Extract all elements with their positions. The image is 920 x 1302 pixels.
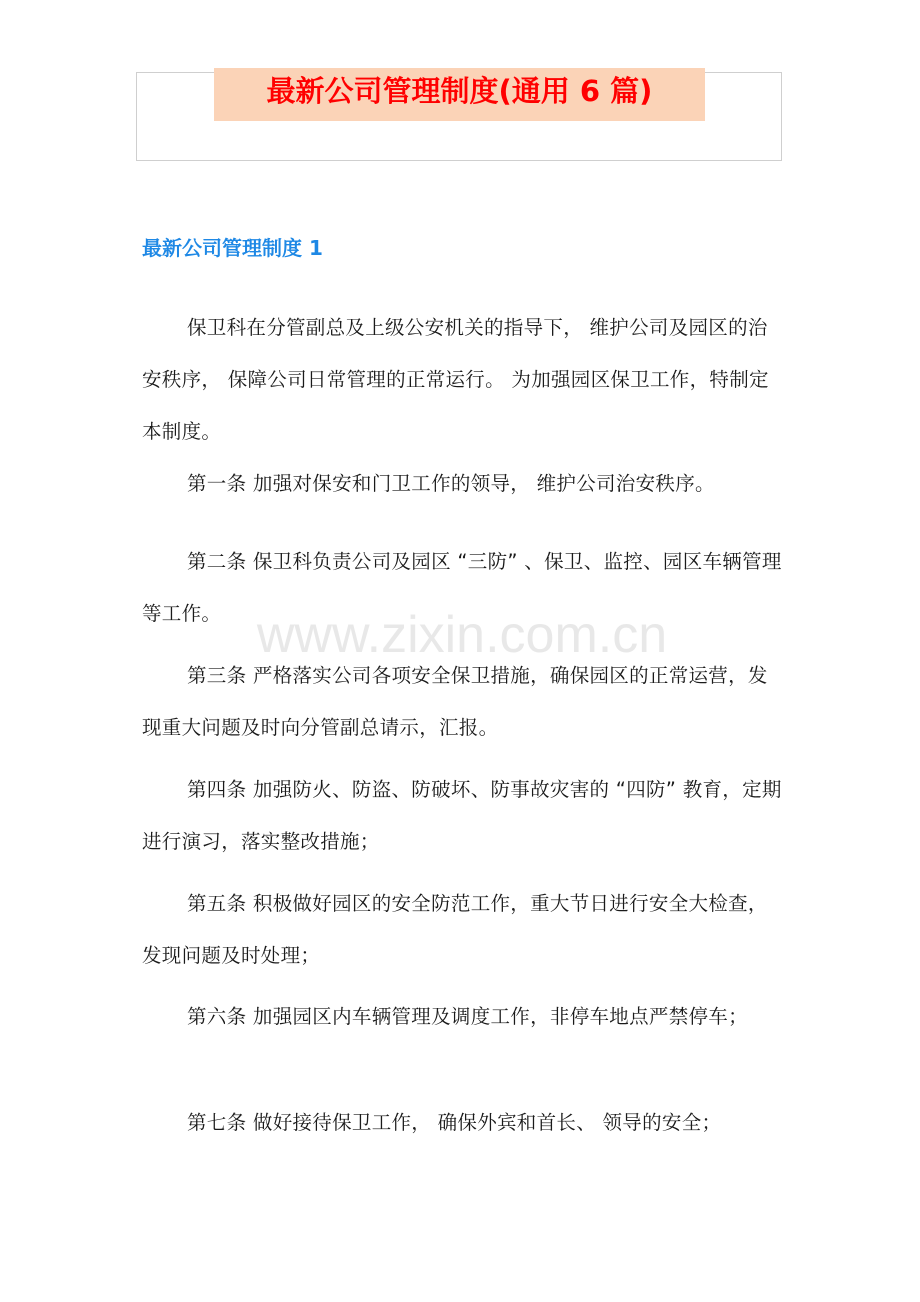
section-heading: 最新公司管理制度 1: [142, 236, 323, 260]
article-3: 第三条 严格落实公司各项安全保卫措施，确保园区的正常运营，发现重大问题及时向分管副总请示，汇报。: [142, 664, 768, 739]
document-title: 最新公司管理制度(通用 6 篇): [266, 74, 653, 108]
article-6: 第六条 加强园区内车辆管理及调度工作，非停车地点严禁停车；: [187, 1005, 748, 1028]
article-2: 第二条 保卫科负责公司及园区 “三防” 、保卫、监控、园区车辆管理等工作。: [142, 550, 782, 625]
intro-paragraph: 保卫科在分管副总及上级公安机关的指导下， 维护公司及园区的治安秩序， 保障公司日常管理的正常运行。 为加强园区保卫工作，特制定本制度。: [142, 316, 769, 443]
article-1: 第一条 加强对保安和门卫工作的领导， 维护公司治安秩序。: [187, 472, 715, 495]
watermark: www.zixin.com.cn: [256, 606, 668, 664]
article-5: 第五条 积极做好园区的安全防范工作，重大节日进行安全大检查，发现问题及时处理；: [142, 892, 768, 967]
article-4: 第四条 加强防火、防盗、防破坏、防事故灾害的 “四防” 教育，定期进行演习，落实整改措施；: [142, 778, 782, 853]
article-7: 第七条 做好接待保卫工作， 确保外宾和首长、 领导的安全；: [187, 1111, 722, 1134]
